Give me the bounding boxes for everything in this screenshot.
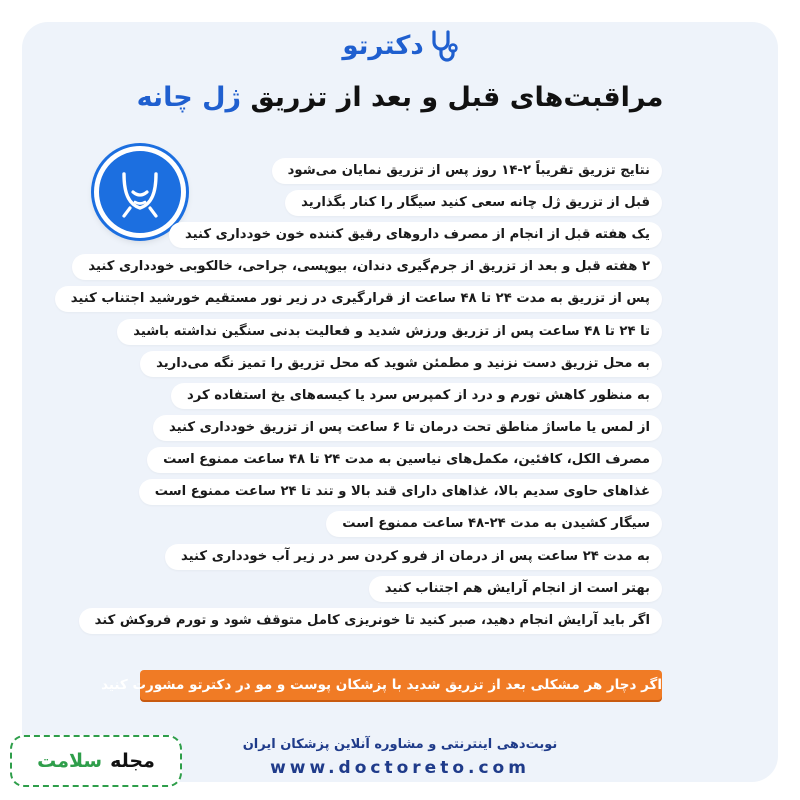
tip-item: نتایج تزریق تقریباً ۲-۱۴ روز پس از تزریق نمایان می‌شود	[272, 158, 662, 184]
footer-tagline: نوبت‌دهی اینترنتی و مشاوره آنلاین پزشکان ایران	[242, 737, 558, 752]
tip-item: اگر باید آرایش انجام دهید، صبر کنید تا خونریزی کامل متوقف شود و تورم فروکش کند	[79, 608, 662, 634]
tip-item: یک هفته قبل از انجام از مصرف داروهای رقیق کننده خون خودداری کنید	[169, 222, 662, 248]
tip-item: بهتر است از انجام آرایش هم اجتناب کنید	[369, 576, 662, 602]
magazine-word-2: سلامت	[37, 750, 103, 772]
tip-item: ۲ هفته قبل و بعد از تزریق از جرم‌گیری دندان، بیوپسی، جراحی، خالکوبی خودداری کنید	[72, 254, 662, 280]
tip-item: پس از تزریق به مدت ۲۴ تا ۴۸ ساعت از قرارگیری در زیر نور مستقیم خورشید اجتناب کنید	[55, 286, 662, 312]
tip-item: به منظور کاهش تورم و درد از کمپرس سرد یا کیسه‌های یخ استفاده کرد	[171, 383, 662, 409]
title-highlight: ژل چانه	[136, 82, 242, 113]
tip-item: مصرف الکل، کافئین، مکمل‌های نیاسین به مدت ۲۴ تا ۴۸ ساعت ممنوع است	[147, 447, 662, 473]
title-main: مراقبت‌های قبل و بعد از تزریق	[250, 82, 664, 113]
tip-item: به مدت ۲۴ ساعت پس از درمان از فرو کردن سر در زیر آب خودداری کنید	[165, 544, 662, 570]
footer-website-link[interactable]: www.doctoreto.com	[270, 758, 530, 778]
tip-item: قبل از تزریق ژل چانه سعی کنید سیگار را کنار بگذارید	[285, 190, 662, 216]
tip-item: تا ۲۴ تا ۴۸ ساعت پس از تزریق ورزش شدید و فعالیت بدنی سنگین نداشته باشید	[117, 319, 662, 345]
logo-text: دکترتو	[342, 31, 424, 61]
tip-item: به محل تزریق دست نزنید و مطمئن شوید که محل تزریق را تمیز نگه می‌دارید	[140, 351, 662, 377]
tip-item: غذاهای حاوی سدیم بالا، غذاهای دارای قند بالا و تند تا ۲۴ ساعت ممنوع است	[139, 479, 662, 505]
magazine-word-1: مجله	[110, 750, 155, 772]
consult-cta-banner[interactable]: اگر دچار هر مشکلی بعد از تزریق شدید با پزشکان پوست و مو در دکترتو مشورت کنید	[140, 670, 662, 700]
health-magazine-badge	[10, 735, 182, 787]
tip-item: از لمس یا ماساژ مناطق تحت درمان تا ۶ ساعت پس از تزریق خودداری کنید	[153, 415, 662, 441]
tip-item: سیگار کشیدن به مدت ۲۴-۴۸ ساعت ممنوع است	[326, 511, 662, 537]
